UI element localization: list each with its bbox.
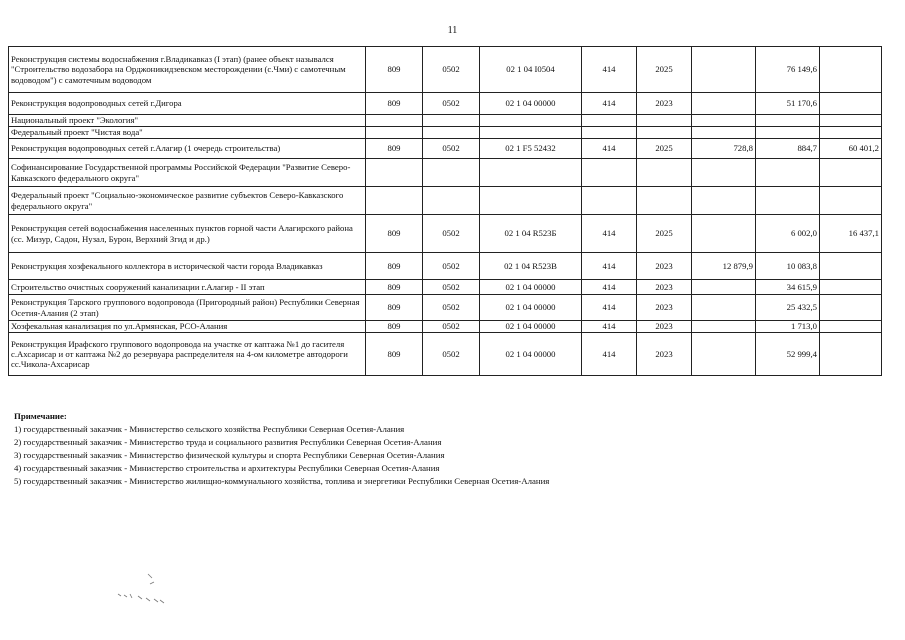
cell-value-3 [820,187,882,215]
cell-year: 2025 [637,47,692,93]
cell-value-3 [820,47,882,93]
cell-year: 2023 [637,333,692,376]
cell-value-1 [692,280,756,295]
cell-expense-type: 414 [582,295,637,321]
cell-expense-type: 414 [582,47,637,93]
note-item: 5) государственный заказчик - Министерство жилищно-коммунального хозяйства, топлива и энергетики Республики Северная Осетия-Алания [14,476,550,486]
table-row [9,321,882,333]
cell-value-3 [820,321,882,333]
cell-value-3: 60 401,2 [820,139,882,159]
cell-section-code: 0502 [423,253,480,280]
cell-expense-type [582,127,637,139]
cell-row-name: Софинансирование Государственной программы Российской Федерации "Развитие Северо-Кавказского федерального округа" [9,159,366,187]
cell-value-1 [692,333,756,376]
cell-value-3 [820,159,882,187]
cell-section-code: 0502 [423,93,480,115]
cell-section-code: 0502 [423,280,480,295]
cell-target-code: 02 1 04 00000 [480,333,582,376]
cell-value-2: 52 999,4 [756,333,820,376]
cell-target-code: 02 1 04 00000 [480,321,582,333]
cell-row-name: Реконструкция хозфекального коллектора в исторической части города Владикавказ [9,253,366,280]
cell-row-name: Национальный проект "Экология" [9,115,366,127]
cell-value-2: 51 170,6 [756,93,820,115]
cell-year: 2023 [637,280,692,295]
cell-row-name: Реконструкция системы водоснабжения г.Владикавказ (I этап) (ранее объект назывался "Строительство водозабора на Орджоникидзевском месторождении (с.Чми) с самотечным водоводом") с самотечным водоводом [9,47,366,93]
cell-row-name: Реконструкция водопроводных сетей г.Дигора [9,93,366,115]
cell-target-code: 02 1 04 I0504 [480,47,582,93]
cell-target-code [480,127,582,139]
cell-target-code [480,159,582,187]
table-row [9,215,882,253]
cell-value-2: 10 083,8 [756,253,820,280]
note-item: 1) государственный заказчик - Министерство сельского хозяйства Республики Северная Осетия-Алания [14,424,405,434]
cell-year: 2025 [637,139,692,159]
cell-value-2 [756,115,820,127]
cell-expense-type: 414 [582,93,637,115]
cell-year [637,127,692,139]
cell-expense-type: 414 [582,280,637,295]
cell-expense-type [582,115,637,127]
cell-section-code: 0502 [423,139,480,159]
cell-target-code [480,115,582,127]
cell-value-3 [820,93,882,115]
cell-target-code: 02 1 04 00000 [480,280,582,295]
cell-expense-type: 414 [582,215,637,253]
cell-target-code [480,187,582,215]
cell-ministry-code [366,159,423,187]
table-row [9,115,882,127]
notes-section [14,410,874,488]
cell-row-name: Хозфекальная канализация по ул.Армянская, РСО-Алания [9,321,366,333]
table-row [9,47,882,93]
cell-year: 2025 [637,215,692,253]
cell-value-1 [692,159,756,187]
cell-section-code [423,115,480,127]
cell-value-3: 16 437,1 [820,215,882,253]
table-row [9,333,882,376]
cell-year: 2023 [637,321,692,333]
page-number: 11 [447,25,458,36]
cell-value-1: 12 879,9 [692,253,756,280]
cell-row-name: Реконструкция водопроводных сетей г.Алагир (1 очередь строительства) [9,139,366,159]
table-row [9,127,882,139]
cell-target-code: 02 1 F5 52432 [480,139,582,159]
cell-expense-type [582,159,637,187]
cell-year: 2023 [637,295,692,321]
cell-value-2: 1 713,0 [756,321,820,333]
cell-value-1 [692,127,756,139]
cell-target-code: 02 1 04 R523Б [480,215,582,253]
cell-ministry-code: 809 [366,47,423,93]
cell-section-code [423,159,480,187]
table-row [9,139,882,159]
cell-value-3 [820,333,882,376]
cell-expense-type: 414 [582,253,637,280]
cell-ministry-code [366,115,423,127]
cell-section-code [423,187,480,215]
table-row [9,253,882,280]
cell-year [637,115,692,127]
cell-ministry-code [366,127,423,139]
table-row [9,295,882,321]
cell-ministry-code: 809 [366,295,423,321]
cell-value-1 [692,321,756,333]
cell-value-1 [692,47,756,93]
cell-value-2: 6 002,0 [756,215,820,253]
cell-value-2: 884,7 [756,139,820,159]
cell-value-3 [820,280,882,295]
budget-table-body [9,47,882,376]
cell-row-name: Реконструкция Ирафского группового водопровода на участке от каптажа №1 до гасителя с.Ахсарисар и от каптажа №2 до резервуара распределителя на 4-ом километре автодороги сс.Чикола-Ахсарисар [9,333,366,376]
cell-section-code: 0502 [423,333,480,376]
note-item: 2) государственный заказчик - Министерство труда и социального развития Республики Северная Осетия-Алания [14,437,442,447]
cell-ministry-code: 809 [366,280,423,295]
cell-value-3 [820,295,882,321]
cell-ministry-code: 809 [366,321,423,333]
cell-value-1 [692,215,756,253]
cell-year [637,159,692,187]
cell-value-3 [820,253,882,280]
cell-ministry-code: 809 [366,93,423,115]
pen-marks [110,572,180,612]
cell-value-2 [756,127,820,139]
cell-section-code: 0502 [423,295,480,321]
cell-ministry-code [366,187,423,215]
cell-value-2: 25 432,5 [756,295,820,321]
cell-section-code: 0502 [423,215,480,253]
cell-target-code: 02 1 04 00000 [480,295,582,321]
cell-value-1 [692,295,756,321]
cell-ministry-code: 809 [366,215,423,253]
table-row [9,93,882,115]
cell-row-name: Реконструкция сетей водоснабжения населенных пунктов горной части Алагирского района (сс. Мизур, Садон, Нузал, Бурон, Верхний Згид и др.) [9,215,366,253]
cell-year [637,187,692,215]
table-row [9,187,882,215]
cell-row-name: Строительство очистных сооружений канализации г.Алагир - II этап [9,280,366,295]
cell-ministry-code: 809 [366,253,423,280]
cell-row-name: Реконструкция Тарского группового водопровода (Пригородный район) Республики Северная Осетия-Алания (2 этап) [9,295,366,321]
cell-value-1 [692,187,756,215]
cell-value-3 [820,127,882,139]
cell-value-2: 76 149,6 [756,47,820,93]
notes-title: Примечание: [14,411,67,421]
cell-value-2 [756,187,820,215]
cell-section-code: 0502 [423,47,480,93]
cell-section-code: 0502 [423,321,480,333]
cell-row-name: Федеральный проект "Чистая вода" [9,127,366,139]
cell-ministry-code: 809 [366,333,423,376]
cell-target-code: 02 1 04 R523В [480,253,582,280]
budget-table [8,46,882,376]
cell-target-code: 02 1 04 00000 [480,93,582,115]
note-item: 3) государственный заказчик - Министерство физической культуры и спорта Республики Северная Осетия-Алания [14,450,445,460]
cell-value-1 [692,93,756,115]
cell-expense-type: 414 [582,321,637,333]
cell-value-2: 34 615,9 [756,280,820,295]
cell-value-2 [756,159,820,187]
cell-row-name: Федеральный проект "Социально-экономическое развитие субъектов Северо-Кавказского федерального округа" [9,187,366,215]
cell-value-1 [692,115,756,127]
table-row [9,280,882,295]
cell-expense-type: 414 [582,333,637,376]
cell-ministry-code: 809 [366,139,423,159]
cell-expense-type: 414 [582,139,637,159]
cell-value-1: 728,8 [692,139,756,159]
cell-value-3 [820,115,882,127]
cell-year: 2023 [637,253,692,280]
cell-section-code [423,127,480,139]
cell-year: 2023 [637,93,692,115]
note-item: 4) государственный заказчик - Министерство строительства и архитектуры Республики Северная Осетия-Алания [14,463,440,473]
cell-expense-type [582,187,637,215]
table-row [9,159,882,187]
